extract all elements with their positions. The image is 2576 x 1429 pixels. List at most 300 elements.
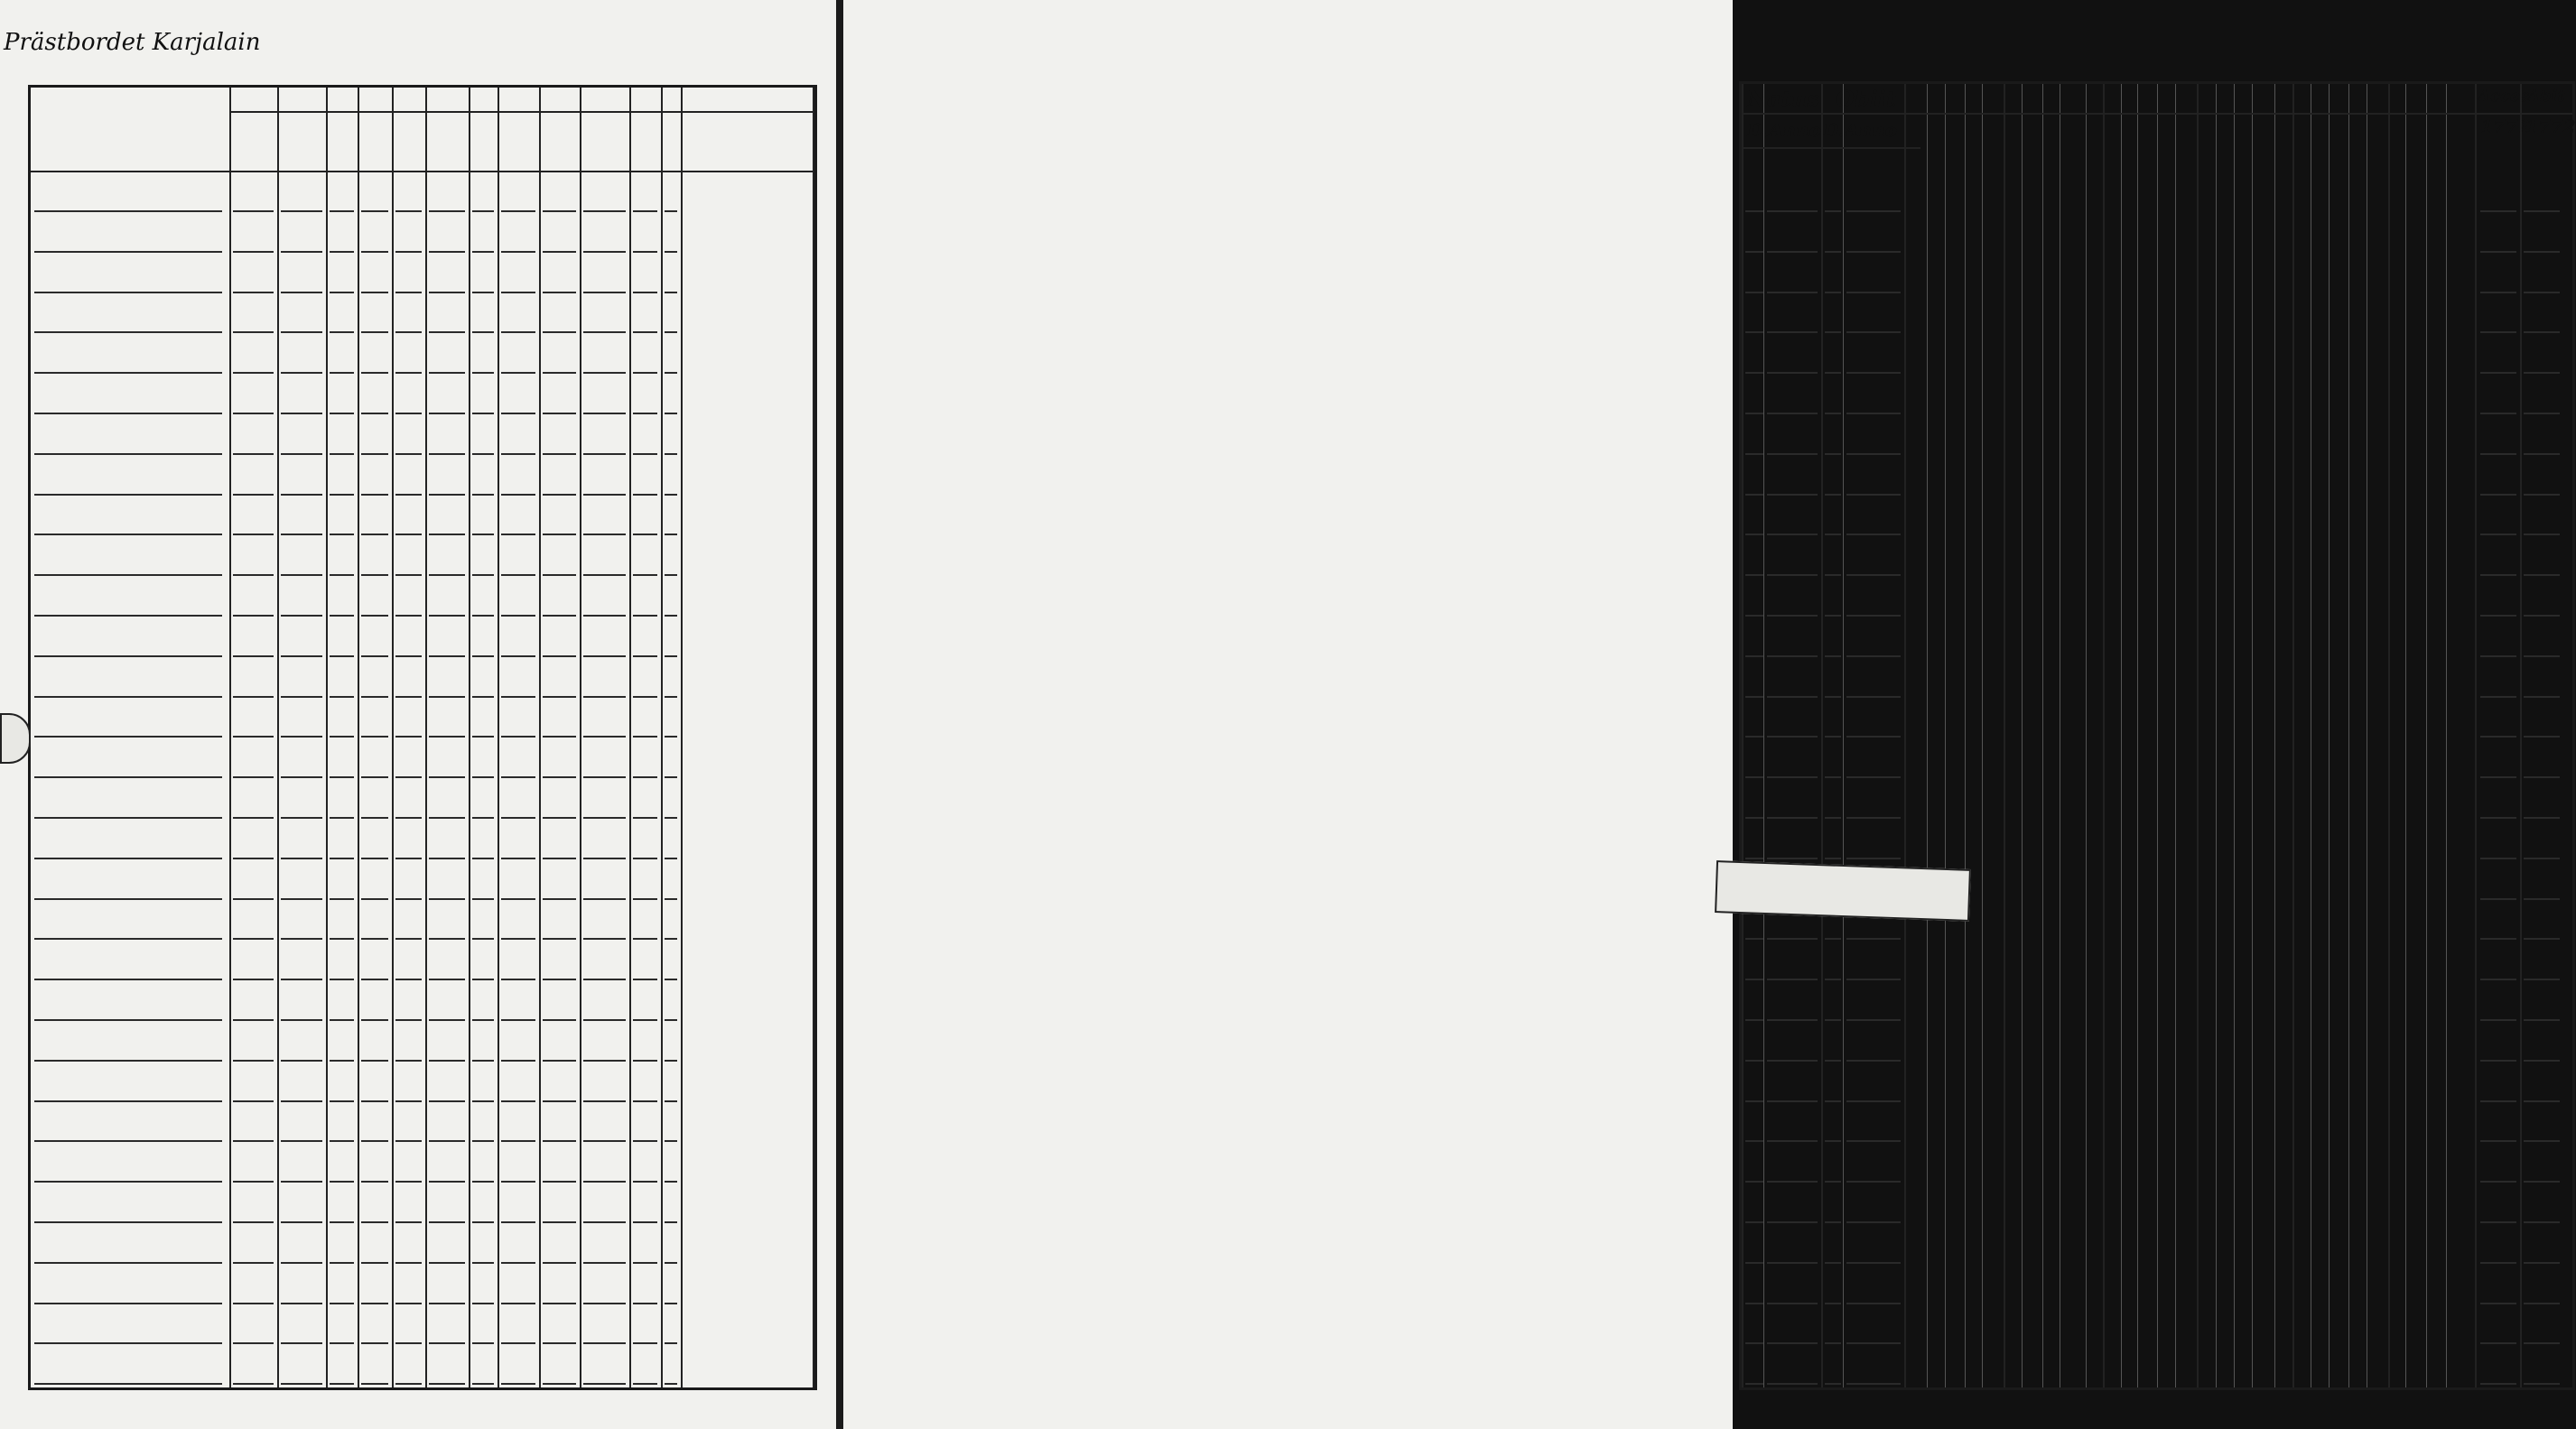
- right-cell-rule: [1846, 979, 1901, 980]
- cell-rule: [583, 1262, 626, 1264]
- cell-rule: [472, 938, 494, 940]
- right-column-rule: [2086, 84, 2087, 1387]
- cell-rule: [633, 1342, 657, 1344]
- right-cell-rule: [2524, 1181, 2560, 1183]
- right-column-rule: [1763, 84, 1764, 1387]
- cell-rule: [501, 1181, 535, 1183]
- right-cell-rule: [1846, 210, 1901, 212]
- cell-rule: [429, 1342, 465, 1344]
- left-column-rule: [813, 88, 814, 1387]
- left-column-rule: [326, 88, 328, 1387]
- cell-rule: [233, 1140, 274, 1142]
- cell-rule: [429, 858, 465, 859]
- right-cell-rule: [2480, 292, 2516, 293]
- right-cell-rule: [2480, 1100, 2516, 1102]
- cell-rule: [361, 1383, 388, 1385]
- right-cell-rule: [1745, 292, 1763, 293]
- obiit-anno-header: Anno: [1845, 119, 1897, 141]
- name-rule: [34, 615, 222, 617]
- cell-rule: [330, 494, 354, 496]
- right-cell-rule: [1825, 331, 1841, 333]
- cell-rule: [665, 736, 677, 738]
- cell-rule: [543, 453, 576, 455]
- right-cell-rule: [1846, 1019, 1901, 1021]
- cell-rule: [330, 1060, 354, 1062]
- name-rule: [34, 494, 222, 496]
- right-cell-rule: [2480, 938, 2516, 940]
- right-column-rule: [2475, 84, 2477, 1387]
- cell-rule: [361, 736, 388, 738]
- cell-rule: [472, 1303, 494, 1304]
- cell-rule: [281, 1221, 322, 1223]
- catechetical-years-table: [1739, 81, 2575, 1390]
- cell-rule: [501, 938, 535, 940]
- cell-rule: [361, 858, 388, 859]
- right-cell-rule: [1825, 938, 1841, 940]
- right-cell-rule: [1846, 331, 1901, 333]
- cell-rule: [395, 1262, 422, 1264]
- cell-rule: [472, 372, 494, 374]
- cell-rule: [395, 331, 422, 333]
- left-column-rule: [629, 88, 631, 1387]
- cell-rule: [281, 1100, 322, 1102]
- right-cell-rule: [1846, 534, 1901, 535]
- right-cell-rule: [1767, 776, 1818, 778]
- cell-rule: [429, 817, 465, 819]
- right-cell-rule: [1767, 210, 1818, 212]
- cell-rule: [429, 898, 465, 900]
- name-rule: [34, 1019, 222, 1021]
- cell-rule: [361, 1342, 388, 1344]
- right-cell-rule: [2480, 696, 2516, 698]
- cell-rule: [501, 494, 535, 496]
- cell-rule: [281, 372, 322, 374]
- cell-rule: [583, 1342, 626, 1344]
- name-rule: [34, 1262, 222, 1264]
- cell-rule: [501, 1303, 535, 1304]
- cell-rule: [361, 1181, 388, 1183]
- cell-rule: [472, 413, 494, 414]
- cell-rule: [281, 251, 322, 253]
- cell-rule: [429, 574, 465, 576]
- cell-rule: [233, 736, 274, 738]
- cell-rule: [633, 736, 657, 738]
- right-cell-rule: [1745, 210, 1763, 212]
- cell-rule: [233, 1383, 274, 1385]
- cell-rule: [543, 979, 576, 980]
- cell-rule: [583, 574, 626, 576]
- right-cell-rule: [1745, 938, 1763, 940]
- cell-rule: [281, 210, 322, 212]
- right-cell-rule: [1745, 372, 1763, 374]
- cell-rule: [665, 1221, 677, 1223]
- cell-rule: [395, 372, 422, 374]
- cell-rule: [472, 453, 494, 455]
- cell-rule: [665, 1262, 677, 1264]
- cell-rule: [330, 210, 354, 212]
- right-cell-rule: [1846, 858, 1901, 859]
- cell-rule: [395, 696, 422, 698]
- right-cell-rule: [1825, 574, 1841, 576]
- cell-rule: [543, 331, 576, 333]
- cell-rule: [472, 979, 494, 980]
- cell-rule: [281, 898, 322, 900]
- cell-rule: [633, 615, 657, 617]
- cell-rule: [361, 453, 388, 455]
- column-subheader: [485, 115, 498, 167]
- cell-rule: [233, 1019, 274, 1021]
- natus-header: Natus: [1747, 86, 1819, 112]
- right-page: [843, 0, 2576, 1429]
- right-column-rule: [2022, 84, 2023, 1387]
- column-subheader: [411, 115, 426, 167]
- right-cell-rule: [1846, 251, 1901, 253]
- cell-rule: [395, 413, 422, 414]
- cell-rule: [583, 292, 626, 293]
- obiit-header: Obiit: [1836, 86, 1897, 112]
- cell-rule: [395, 1342, 422, 1344]
- cell-rule: [501, 655, 535, 657]
- cell-rule: [395, 453, 422, 455]
- column-subheader: [652, 115, 661, 167]
- left-column-rule: [681, 88, 683, 1387]
- cell-rule: [501, 1221, 535, 1223]
- cell-rule: [583, 736, 626, 738]
- name-rule: [34, 1303, 222, 1304]
- right-cell-rule: [1767, 817, 1818, 819]
- cell-rule: [330, 574, 354, 576]
- right-cell-rule: [2480, 776, 2516, 778]
- cell-rule: [633, 979, 657, 980]
- cell-rule: [233, 938, 274, 940]
- cell-rule: [361, 251, 388, 253]
- cell-rule: [665, 1303, 677, 1304]
- cell-rule: [583, 696, 626, 698]
- right-cell-rule: [2480, 1221, 2516, 1223]
- cell-rule: [281, 413, 322, 414]
- cell-rule: [543, 534, 576, 535]
- right-cell-rule: [2524, 736, 2560, 738]
- column-subheader: [231, 115, 254, 167]
- right-cell-rule: [1825, 1303, 1841, 1304]
- right-cell-rule: [2480, 1262, 2516, 1264]
- right-cell-rule: [1825, 494, 1841, 496]
- left-column-rule: [498, 88, 499, 1387]
- cell-rule: [233, 1100, 274, 1102]
- right-cell-rule: [1767, 534, 1818, 535]
- cell-rule: [583, 1060, 626, 1062]
- cell-rule: [330, 1100, 354, 1102]
- cell-rule: [543, 292, 576, 293]
- right-column-rule: [2121, 84, 2122, 1387]
- name-rule: [34, 574, 222, 576]
- right-cell-rule: [1745, 1342, 1763, 1344]
- right-column-rule: [2137, 84, 2138, 1387]
- right-cell-rule: [2480, 1342, 2516, 1344]
- cell-rule: [429, 736, 465, 738]
- cell-rule: [583, 1181, 626, 1183]
- cell-rule: [583, 1383, 626, 1385]
- cell-rule: [501, 574, 535, 576]
- cell-rule: [633, 1181, 657, 1183]
- cell-rule: [233, 1181, 274, 1183]
- right-cell-rule: [1825, 413, 1841, 414]
- cell-rule: [233, 1221, 274, 1223]
- column-subheader: [359, 115, 375, 167]
- right-column-rule: [2175, 84, 2176, 1387]
- cell-rule: [361, 292, 388, 293]
- column-subheader: [456, 115, 469, 167]
- cell-rule: [472, 574, 494, 576]
- right-cell-rule: [1745, 858, 1763, 859]
- right-column-rule: [2292, 84, 2294, 1387]
- right-cell-rule: [2480, 413, 2516, 414]
- cell-rule: [395, 1221, 422, 1223]
- cell-rule: [501, 858, 535, 859]
- right-cell-rule: [1825, 210, 1841, 212]
- right-cell-rule: [1846, 1221, 1901, 1223]
- cell-rule: [330, 736, 354, 738]
- cell-rule: [233, 615, 274, 617]
- cell-rule: [543, 736, 576, 738]
- right-column-rule: [2446, 84, 2447, 1387]
- cell-rule: [281, 776, 322, 778]
- cell-rule: [281, 1181, 322, 1183]
- right-cell-rule: [1745, 574, 1763, 576]
- right-cell-rule: [1767, 1262, 1818, 1264]
- cell-rule: [395, 776, 422, 778]
- cell-rule: [233, 372, 274, 374]
- right-cell-rule: [2524, 372, 2560, 374]
- cell-rule: [429, 1060, 465, 1062]
- right-column-rule: [2157, 84, 2158, 1387]
- name-rule: [34, 1100, 222, 1102]
- cell-rule: [233, 655, 274, 657]
- name-rule: [34, 817, 222, 819]
- cell-rule: [281, 1140, 322, 1142]
- right-cell-rule: [2524, 251, 2560, 253]
- column-subheader: [598, 115, 612, 167]
- column-subheader: [442, 115, 454, 167]
- cell-rule: [501, 1383, 535, 1385]
- cell-rule: [233, 696, 274, 698]
- cell-rule: [633, 858, 657, 859]
- right-column-rule: [1843, 84, 1844, 1387]
- cell-rule: [543, 655, 576, 657]
- cell-rule: [361, 1019, 388, 1021]
- right-cell-rule: [2524, 453, 2560, 455]
- cell-rule: [281, 615, 322, 617]
- right-column-rule: [2042, 84, 2043, 1387]
- cell-rule: [429, 655, 465, 657]
- cell-rule: [665, 696, 677, 698]
- right-cell-rule: [1745, 696, 1763, 698]
- cell-rule: [330, 1303, 354, 1304]
- cell-rule: [543, 1383, 576, 1385]
- right-cell-rule: [2524, 1221, 2560, 1223]
- cell-rule: [395, 1140, 422, 1142]
- cell-rule: [472, 615, 494, 617]
- cell-rule: [543, 494, 576, 496]
- cell-rule: [583, 210, 626, 212]
- right-cell-rule: [1745, 331, 1763, 333]
- cell-rule: [665, 534, 677, 535]
- cell-rule: [361, 1262, 388, 1264]
- cell-rule: [583, 1019, 626, 1021]
- cell-rule: [501, 1100, 535, 1102]
- cell-rule: [395, 1181, 422, 1183]
- cell-rule: [543, 251, 576, 253]
- cell-rule: [233, 251, 274, 253]
- cell-rule: [543, 938, 576, 940]
- cell-rule: [281, 292, 322, 293]
- cell-rule: [501, 736, 535, 738]
- cell-rule: [543, 1262, 576, 1264]
- right-column-rule: [2234, 84, 2235, 1387]
- right-cell-rule: [1767, 1140, 1818, 1142]
- cell-rule: [543, 413, 576, 414]
- cell-rule: [665, 494, 677, 496]
- cell-rule: [395, 1060, 422, 1062]
- right-column-rule: [2388, 84, 2390, 1387]
- cell-rule: [583, 615, 626, 617]
- cell-rule: [543, 615, 576, 617]
- cell-rule: [633, 1262, 657, 1264]
- right-cell-rule: [1767, 1019, 1818, 1021]
- right-cell-rule: [1825, 1060, 1841, 1062]
- right-cell-rule: [1846, 817, 1901, 819]
- name-rule: [34, 1060, 222, 1062]
- cell-rule: [501, 1140, 535, 1142]
- cell-rule: [665, 898, 677, 900]
- cell-rule: [665, 1019, 677, 1021]
- right-column-rule: [1904, 84, 1906, 1387]
- cell-rule: [472, 1262, 494, 1264]
- cell-rule: [543, 858, 576, 859]
- cell-rule: [583, 494, 626, 496]
- name-rule: [34, 1221, 222, 1223]
- left-column-rule: [358, 88, 359, 1387]
- right-cell-rule: [1745, 1383, 1763, 1385]
- cell-rule: [281, 1342, 322, 1344]
- name-rule: [34, 776, 222, 778]
- right-cell-rule: [1767, 251, 1818, 253]
- right-cell-rule: [1745, 494, 1763, 496]
- cell-rule: [583, 413, 626, 414]
- cell-rule: [501, 251, 535, 253]
- right-cell-rule: [1846, 1262, 1901, 1264]
- abiit-header: Abit: [2527, 87, 2565, 106]
- right-cell-rule: [1825, 655, 1841, 657]
- column-subheader: [328, 115, 342, 167]
- right-cell-rule: [2480, 1060, 2516, 1062]
- cell-rule: [395, 1019, 422, 1021]
- right-cell-rule: [2524, 615, 2560, 617]
- cell-rule: [330, 1019, 354, 1021]
- right-cell-rule: [2524, 817, 2560, 819]
- right-cell-rule: [1846, 292, 1901, 293]
- cell-rule: [501, 1019, 535, 1021]
- right-cell-rule: [1825, 615, 1841, 617]
- right-cell-rule: [1846, 1303, 1901, 1304]
- right-cell-rule: [2480, 331, 2516, 333]
- right-cell-rule: [1745, 1181, 1763, 1183]
- cell-rule: [472, 776, 494, 778]
- right-cell-rule: [1745, 534, 1763, 535]
- left-column-rule: [661, 88, 663, 1387]
- right-cell-rule: [1825, 1140, 1841, 1142]
- cell-rule: [583, 655, 626, 657]
- cell-rule: [665, 574, 677, 576]
- cell-rule: [330, 453, 354, 455]
- right-cell-rule: [2480, 1019, 2516, 1021]
- cell-rule: [665, 1060, 677, 1062]
- cell-rule: [281, 453, 322, 455]
- cell-rule: [665, 453, 677, 455]
- cell-rule: [543, 776, 576, 778]
- right-cell-rule: [1846, 655, 1901, 657]
- cell-rule: [665, 979, 677, 980]
- cell-rule: [361, 898, 388, 900]
- cell-rule: [633, 1303, 657, 1304]
- name-rule: [34, 1181, 222, 1183]
- right-cell-rule: [2524, 574, 2560, 576]
- cell-rule: [472, 1019, 494, 1021]
- right-cell-rule: [1846, 494, 1901, 496]
- name-rule: [34, 1140, 222, 1142]
- cell-rule: [633, 372, 657, 374]
- cell-rule: [233, 413, 274, 414]
- right-cell-rule: [1767, 1383, 1818, 1385]
- left-page: [0, 0, 838, 1429]
- cell-rule: [233, 574, 274, 576]
- obiit-day-header: D.: [1823, 119, 1845, 141]
- cell-rule: [330, 413, 354, 414]
- cell-rule: [395, 858, 422, 859]
- cell-rule: [361, 534, 388, 535]
- cell-rule: [472, 817, 494, 819]
- right-column-rule: [2520, 84, 2522, 1387]
- cell-rule: [281, 655, 322, 657]
- cell-rule: [633, 1221, 657, 1223]
- cell-rule: [543, 1342, 576, 1344]
- cell-rule: [429, 776, 465, 778]
- cell-rule: [281, 331, 322, 333]
- right-cell-rule: [2480, 494, 2516, 496]
- header-sub-rule: [1742, 147, 1920, 149]
- right-cell-rule: [1745, 615, 1763, 617]
- right-cell-rule: [2524, 292, 2560, 293]
- column-subheader: [631, 115, 640, 167]
- cell-rule: [395, 938, 422, 940]
- cell-rule: [281, 534, 322, 535]
- column-subheader: [520, 115, 539, 167]
- name-rule: [34, 736, 222, 738]
- cell-rule: [395, 1100, 422, 1102]
- name-rule: [34, 858, 222, 859]
- cell-rule: [281, 574, 322, 576]
- cell-rule: [233, 1342, 274, 1344]
- right-cell-rule: [2480, 453, 2516, 455]
- right-column-rule: [1927, 84, 1928, 1387]
- name-rule: [34, 534, 222, 535]
- cell-rule: [330, 1221, 354, 1223]
- cell-rule: [361, 979, 388, 980]
- right-cell-rule: [2480, 210, 2516, 212]
- name-rule: [34, 292, 222, 293]
- cell-rule: [665, 1140, 677, 1142]
- right-cell-rule: [1767, 574, 1818, 576]
